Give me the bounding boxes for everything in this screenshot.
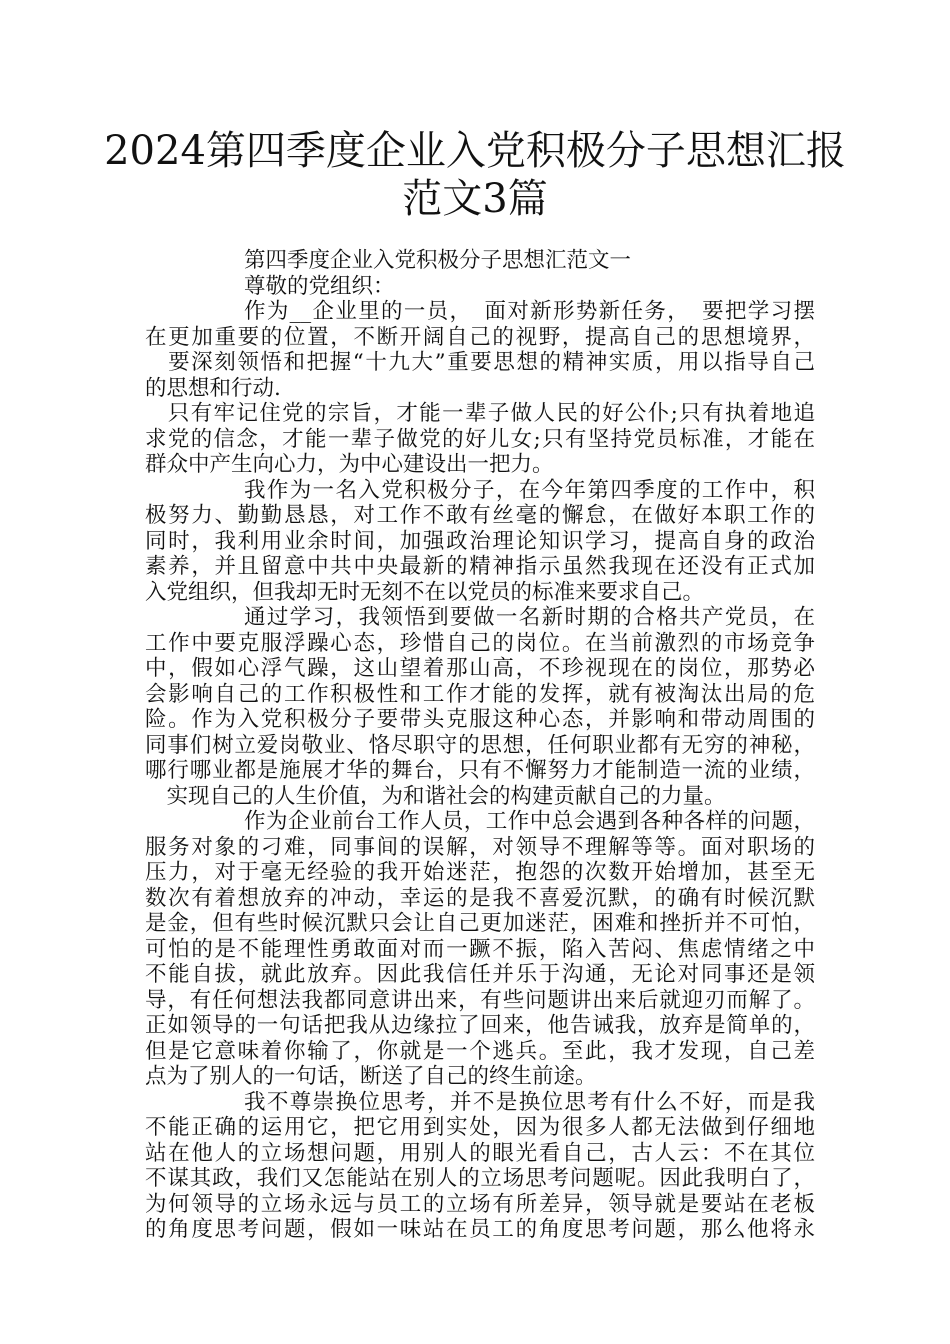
body-text-line: 入党组织，但我却无时无刻不在以党员的标准来要求自己。	[145, 579, 705, 605]
document-title-line-2: 范文3篇	[402, 176, 548, 222]
body-text-line: 作为__企业里的一员， 面对新形势新任务， 要把学习摆	[244, 299, 815, 324]
body-text-line: 在更加重要的位置，不断开阔自己的视野，提高自己的思想境界，	[145, 324, 815, 350]
body-text-line: 作为企业前台工作人员，工作中总会遇到各种各样的问题，	[244, 809, 815, 834]
body-text-line: 不能正确的运用它，把它用到实处，因为很多人都无法做到仔细地	[145, 1115, 815, 1140]
body-text-line: 正如领导的一句话把我从边缘拉了回来，他告诫我，放弃是简单的，	[145, 1013, 815, 1038]
body-text-line: 中，假如心浮气躁，这山望着那山高，不珍视现在的岗位，那势必	[145, 656, 815, 681]
body-text-line: 通过学习，我领悟到要做一名新时期的合格共产党员，在	[244, 605, 815, 630]
body-text-line: 不谋其政，我们又怎能站在别人的立场思考问题呢。因此我明白了，	[145, 1166, 815, 1191]
body-text-line: 只有牢记住党的宗旨，才能一辈子做人民的好公仆;只有执着地追	[145, 401, 815, 426]
body-text-line: 我不尊崇换位思考，并不是换位思考有什么不好，而是我	[244, 1089, 815, 1115]
body-text-line: 服务对象的刁难，同事间的误解，对领导不理解等等。面对职场的	[145, 834, 815, 860]
body-text-line: 极努力、勤勤恳恳，对工作不敢有丝毫的懈怠，在做好本职工作的	[145, 503, 815, 528]
body-text-line: 点为了别人的一句话，断送了自己的终生前途。	[145, 1064, 597, 1089]
body-text-line: 实现自己的人生价值，为和谐社会的构建贡献自己的力量。	[145, 783, 726, 809]
body-text-line: 同事们树立爱岗敬业、恪尽职守的思想，任何职业都有无穷的神秘，	[145, 732, 815, 758]
body-text-line: 哪行哪业都是施展才华的舞台，只有不懈努力才能制造一流的业绩，	[145, 758, 815, 783]
body-text-line: 要深刻领悟和把握“十九大”重要思想的精神实质，用以指导自己	[145, 350, 815, 375]
body-text-line: 为何领导的立场永远与员工的立场有所差异，领导就是要站在老板	[145, 1191, 815, 1217]
body-text-line: 但是它意味着你输了，你就是一个逃兵。至此，我才发现，自己差	[145, 1038, 815, 1064]
document-title-line-1: 2024第四季度企业入党积极分子思想汇报	[104, 128, 846, 174]
body-text-line: 导，有任何想法我都同意讲出来，有些问题讲出来后就迎刃而解了。	[145, 987, 815, 1013]
body-text-line: 求党的信念，才能一辈子做党的好儿女;只有坚持党员标准，才能在	[145, 426, 815, 452]
body-text-line: 的角度思考问题，假如一味站在员工的角度思考问题，那么他将永	[145, 1217, 815, 1242]
body-text-line: 会影响自己的工作积极性和工作才能的发挥，就有被淘汰出局的危	[145, 681, 815, 707]
body-text-line: 素养，并且留意中共中央最新的精神指示虽然我现在还没有正式加	[145, 554, 815, 579]
body-text-line: 不能自拔，就此放弃。因此我信任并乐于沟通，无论对同事还是领	[145, 962, 815, 987]
body-text-line: 的思想和行动.	[145, 375, 281, 401]
body-text-line: 尊敬的党组织：	[244, 273, 395, 299]
body-text-line: 站在他人的立场想问题，用别人的眼光看自己，古人云：不在其位	[145, 1140, 815, 1166]
body-text-line: 工作中要克服浮躁心态，珍惜自己的岗位。在当前激烈的市场竞争	[145, 630, 815, 656]
body-text-line: 我作为一名入党积极分子，在今年第四季度的工作中，积	[244, 477, 815, 503]
body-text-line: 群众中产生向心力，为中心建设出一把力。	[145, 452, 554, 477]
document-body	[145, 248, 815, 1243]
body-text-line: 可怕的是不能理性勇敢面对而一蹶不振，陷入苦闷、焦虑情绪之中	[145, 936, 815, 962]
body-text-line: 险。作为入党积极分子要带头克服这种心态，并影响和带动周围的	[145, 707, 815, 732]
body-text-line: 是金，但有些时候沉默只会让自己更加迷茫，困难和挫折并不可怕，	[145, 911, 815, 936]
body-text-line: 同时，我利用业余时间，加强政治理论知识学习，提高自身的政治	[145, 528, 815, 554]
body-text-line: 数次有着想放弃的冲动，幸运的是我不喜爱沉默，的确有时候沉默	[145, 885, 815, 911]
body-text-line: 压力，对于毫无经验的我开始迷茫，抱怨的次数开始增加，甚至无	[145, 860, 815, 885]
body-text-line: 第四季度企业入党积极分子思想汇范文一	[244, 248, 632, 273]
